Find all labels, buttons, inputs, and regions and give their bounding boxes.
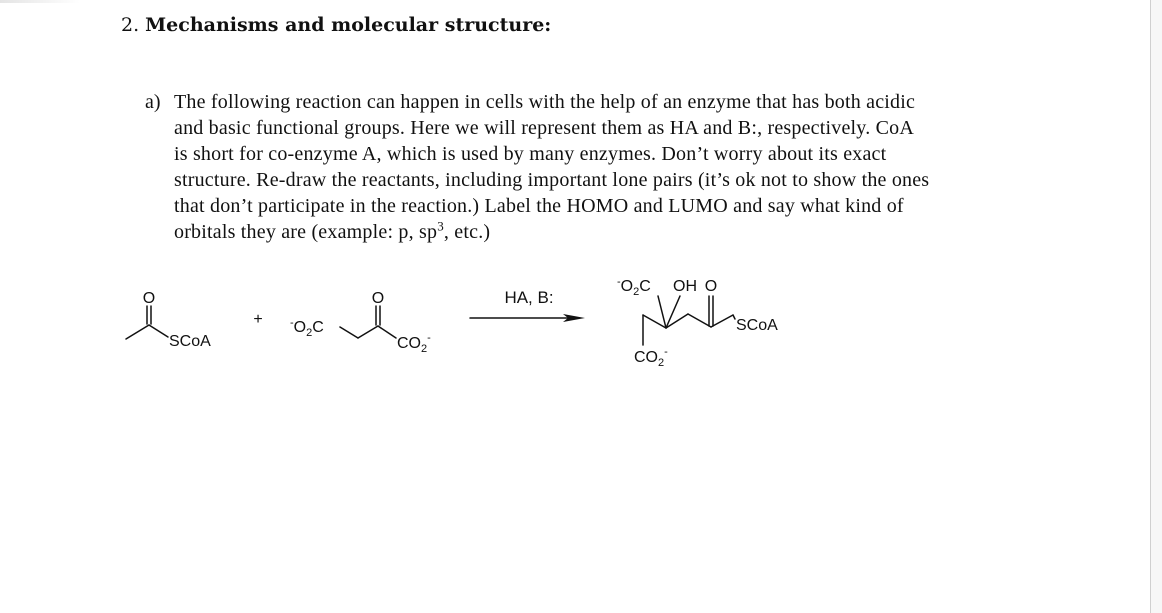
question-line-4: structure. Re-draw the reactants, including important lone pairs (it’s ok not to show the ones: [174, 169, 930, 191]
question-line-1: The following reaction can happen in cells with the help of an enzyme that has both acidic: [174, 91, 916, 113]
section-number: 2.: [121, 14, 140, 36]
question-line-5: that don’t participate in the reaction.) Label the HOMO and LUMO and say what kind of: [174, 195, 904, 217]
acetyl-carbonyl-o: O: [142, 290, 156, 307]
product-carboxylate: $^-O_2C$: [617, 276, 651, 298]
oxaloacetate-left-carboxylate: $^-O_2C$: [290, 317, 324, 339]
citryl-coa-bonds: [643, 296, 735, 345]
reaction-conditions: HA, B:: [504, 288, 554, 307]
product-carbonyl-o: O: [704, 278, 718, 295]
question-line-6-end: , etc.): [443, 221, 491, 243]
section-title: Mechanisms and molecular structure:: [145, 14, 552, 36]
oxaloacetate-carbonyl-o: O: [371, 290, 385, 307]
product-hydroxyl: OH: [673, 278, 697, 295]
acetyl-scoa-label: SCoA: [169, 333, 211, 350]
question-line-6-text: orbitals they are (example: p, sp: [174, 221, 438, 243]
question-label: a): [145, 91, 161, 113]
question-line-2: and basic functional groups. Here we will represent them as HA and B:, respectively. CoA: [174, 117, 914, 139]
oxaloacetate-bonds: [340, 306, 396, 338]
superscript-3: 3: [437, 218, 444, 234]
acetyl-coa-bonds: [126, 306, 168, 339]
product-bottom-carboxylate: $CO_2^-$: [634, 346, 668, 369]
product-scoa-label: SCoA: [736, 317, 778, 334]
question-line-3: is short for co-enzyme A, which is used by many enzymes. Don’t worry about its exact: [174, 143, 887, 165]
plus-sign: +: [253, 311, 263, 328]
oxaloacetate-right-carboxylate: $CO_2^-$: [397, 332, 431, 355]
